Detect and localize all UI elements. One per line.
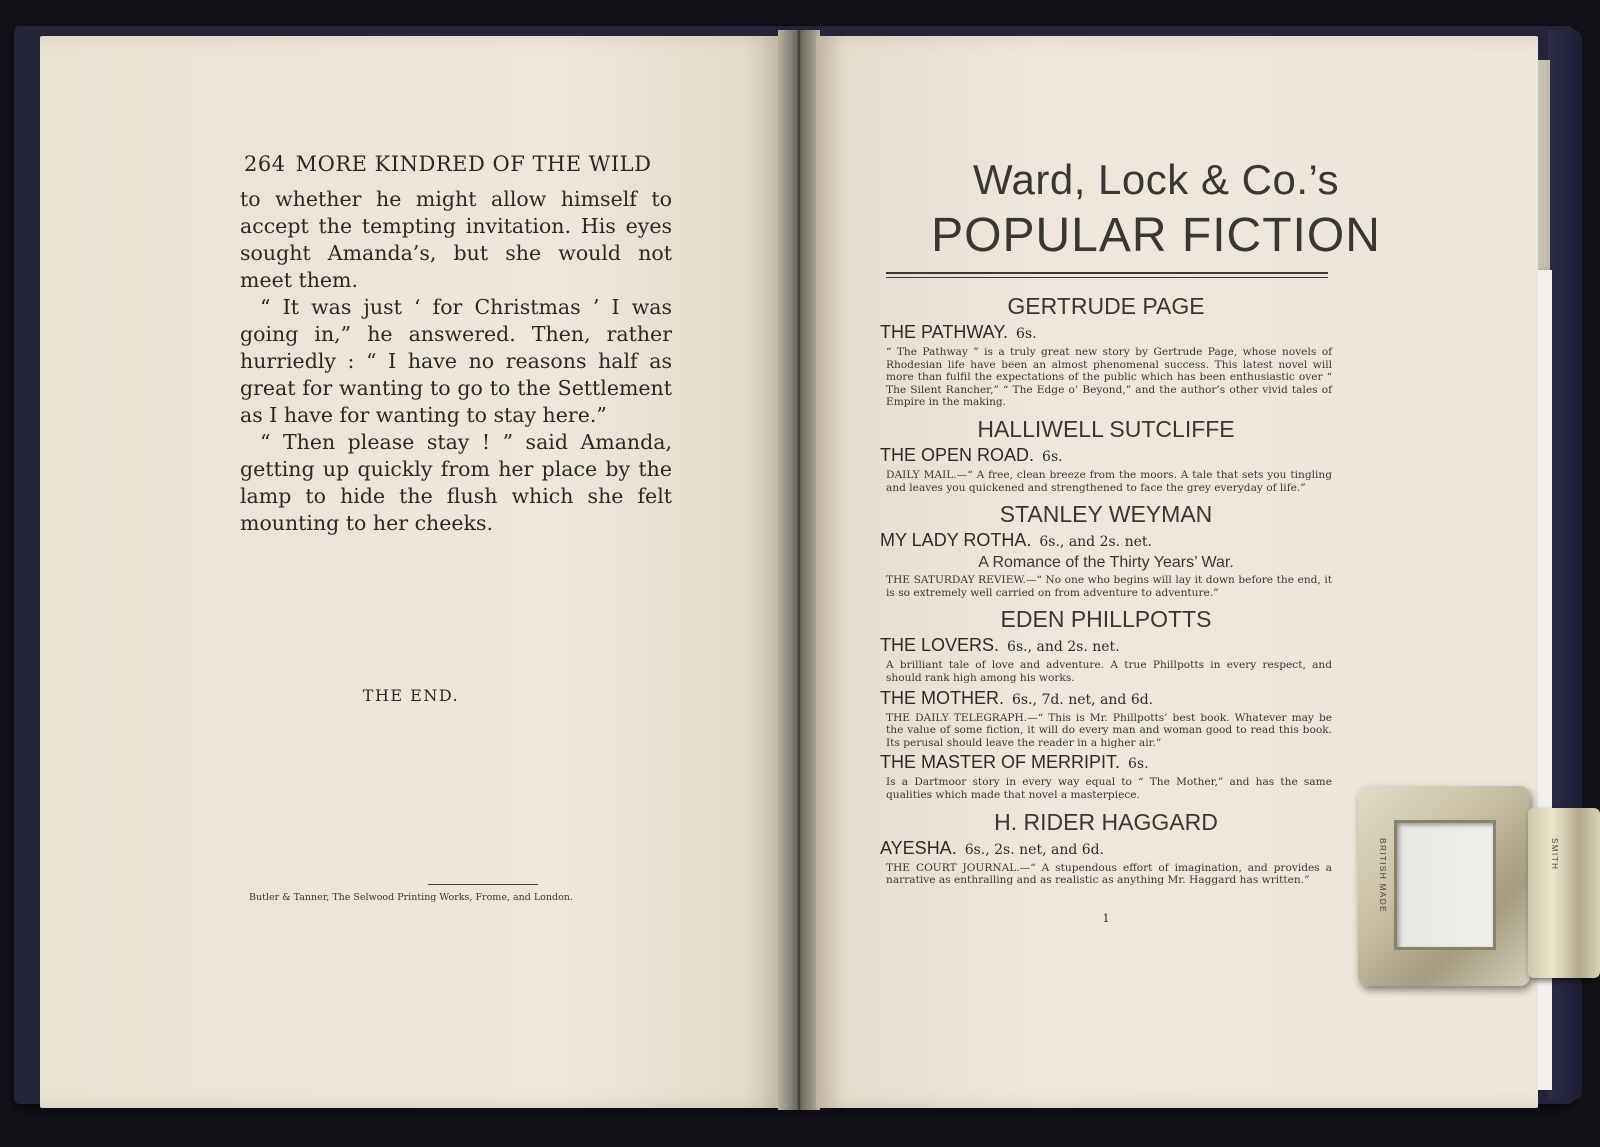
author-heading: EDEN PHILLPOTTS — [1000, 606, 1212, 633]
imprint-rule — [428, 884, 538, 885]
book-gutter — [778, 30, 820, 1110]
book-title: AYESHA. — [880, 837, 957, 858]
clip-window — [1394, 820, 1496, 950]
author-heading: STANLEY WEYMAN — [999, 501, 1213, 528]
book-entry — [880, 634, 1332, 658]
book-blurb: DAILY MAIL.—“ A free, clean breeze from the moors. A tale that sets you tingling and leaves you quickened and strengthened to face the grey everyday of life.” — [886, 468, 1332, 494]
book-price: 6s., and 2s. net. — [1039, 534, 1152, 551]
book-title: THE LOVERS. — [880, 635, 1000, 656]
running-head — [244, 152, 651, 176]
book-price: 6s., 7d. net, and 6d. — [1012, 691, 1154, 708]
catalogue-list — [880, 286, 1332, 889]
book-entry — [880, 321, 1332, 345]
book-entry — [880, 687, 1332, 711]
clip-stamp: BRITISH MADE — [1378, 838, 1388, 913]
book-blurb: Is a Dartmoor story in every way equal to “ The Mother,” and has the same qualities which made that novel a masterpiece. — [886, 776, 1332, 801]
paragraph: to whether he might allow himself to accept the tempting invitation. His eyes sought Amanda’s, but she would not meet them. — [240, 187, 672, 292]
book-blurb: THE SATURDAY REVIEW.—“ No one who begins will lay it down before the end, it is so extremely well carried on from adventure to adventure.” — [886, 574, 1332, 599]
author-heading: GERTRUDE PAGE — [1007, 293, 1205, 319]
paragraph: “ It was just ‘ for Christmas ’ I was going in,” he answered. Then, rather hurriedly : “ I have no reasons half as great for wanting to go to the Settlement as I have for wanting to stay here.” — [240, 295, 672, 427]
running-head-title: MORE KINDRED OF THE WILD — [295, 152, 652, 176]
book-blurb: “ The Pathway ” is a truly great new story by Gertrude Page, whose novels of Rhodesian life have been an almost phenomenal success. This latest novel will more than fulfil the expectations of the public which has been enthusiastic over “ The Silent Rancher,” “ The Edge o’ Beyond,” and the author’s other vivid tales of Empire in the making. — [886, 346, 1332, 409]
heading-rule — [886, 272, 1328, 278]
catalogue-heading: POPULAR FICTION — [931, 209, 1381, 262]
folio-number: 1 — [1102, 912, 1110, 925]
hinge-stamp: SMITH — [1550, 838, 1559, 871]
printer-imprint: Butler & Tanner, The Selwood Printing Works, Frome, and London. — [249, 892, 573, 903]
body-text — [240, 186, 672, 537]
page-number: 264 — [244, 152, 286, 176]
book-entry — [880, 529, 1332, 553]
book-subtitle: A Romance of the Thirty Years’ War. — [978, 554, 1234, 572]
book-title: THE MOTHER. — [880, 687, 1004, 708]
book-price: 6s., 2s. net, and 6d. — [964, 841, 1105, 858]
book-title: THE MASTER OF MERRIPIT. — [880, 752, 1121, 773]
book-title: THE OPEN ROAD. — [880, 444, 1035, 465]
book-blurb: THE COURT JOURNAL.—“ A stupendous effort of imagination, and provides a narrative as enthralling and as realistic as anything Mr. Haggard has written.” — [886, 861, 1332, 887]
paragraph: “ Then please stay ! ” said Amanda, getting up quickly from her place by the lamp to hide the flush which she felt mounting to her cheeks. — [240, 430, 672, 535]
author-heading: HALLIWELL SUTCLIFFE — [977, 415, 1235, 442]
book-blurb: THE DAILY TELEGRAPH.—“ This is Mr. Phillpotts’ best book. Whatever may be the value of some fiction, it will do every man and woman good to read this book. Its perusal should leave the reader in a higher air.” — [886, 711, 1332, 749]
left-page — [40, 36, 782, 1108]
catalogue-publisher: Ward, Lock & Co.’s — [972, 156, 1340, 203]
book-entry — [880, 444, 1332, 468]
book-price: 6s. — [1042, 448, 1063, 465]
author-heading: H. RIDER HAGGARD — [994, 808, 1218, 835]
book-title: THE PATHWAY. — [880, 322, 1009, 342]
clip-hinge — [1528, 808, 1600, 978]
the-end-label: THE END. — [362, 686, 460, 705]
book-blurb: A brilliant tale of love and adventure. A true Phillpotts in every respect, and should rank high among his works. — [886, 659, 1332, 684]
metal-bookmark-clip — [1358, 786, 1530, 986]
book-entry — [880, 751, 1332, 775]
book-price: 6s., and 2s. net. — [1007, 639, 1120, 656]
book-price: 6s. — [1016, 326, 1037, 342]
book-entry — [880, 837, 1332, 861]
book-price: 6s. — [1128, 756, 1149, 773]
book-title: MY LADY ROTHA. — [880, 530, 1032, 551]
